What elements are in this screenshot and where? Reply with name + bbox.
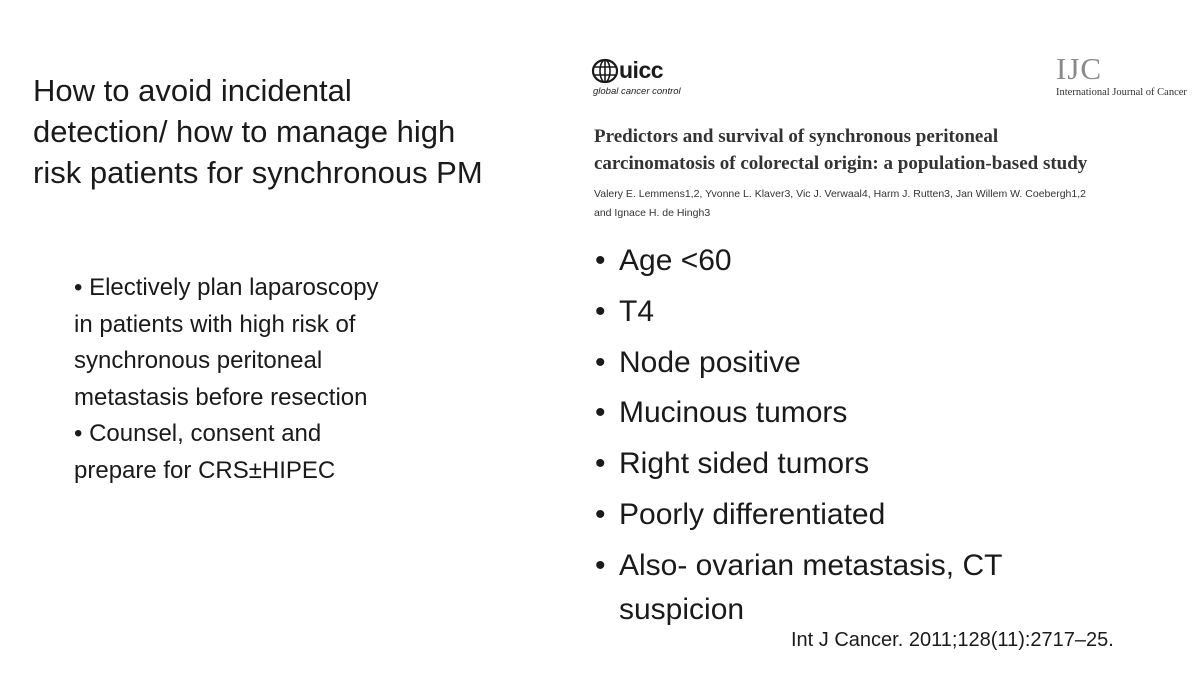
list-item [595, 490, 1155, 541]
list-item-text: Poorly differentiated [619, 497, 886, 531]
uicc-logo [591, 56, 711, 102]
title-line: risk patients for synchronous PM [33, 155, 483, 190]
list-item [595, 388, 1155, 439]
title-line: detection/ how to manage high [33, 114, 456, 149]
list-item [595, 236, 1155, 287]
title-line: How to avoid incidental [33, 73, 352, 108]
paper-title [594, 123, 1194, 177]
journal-name: International Journal of Cancer [1056, 87, 1187, 98]
list-item [595, 541, 1155, 628]
list-item-text: Right sided tumors [619, 447, 870, 481]
paper-authors [594, 185, 1114, 223]
paper-title-line: Predictors and survival of synchronous peritoneal [594, 126, 999, 147]
bullet-line: synchronous peritoneal [74, 347, 323, 374]
authors-line: Valery E. Lemmens1,2, Yvonne L. Klaver3, Vic J. Verwaal4, Harm J. Rutten3, Jan Willem W. Coebergh1,2 [594, 188, 1086, 200]
list-item-text-continued: suspicion [619, 592, 745, 626]
bullet-line: • Electively plan laparoscopy [74, 274, 379, 301]
management-bullets [74, 270, 474, 489]
bullet-dot: • [595, 396, 606, 430]
bullet-dot: • [595, 497, 606, 531]
logo-subtitle: global cancer control [593, 86, 681, 97]
bullet-line: in patients with high risk of [74, 310, 356, 338]
slide-title [33, 70, 533, 193]
list-item [595, 338, 1155, 389]
logo-wordmark: uicc [619, 57, 664, 83]
list-item-text: T4 [619, 294, 655, 328]
list-item [595, 439, 1155, 490]
bullet-dot: • [595, 345, 606, 379]
bullet-dot: • [595, 294, 606, 328]
list-item [595, 287, 1155, 338]
bullet-line: prepare for CRS±HIPEC [74, 456, 336, 484]
list-item-text: Also- ovarian metastasis, CT [619, 548, 1003, 582]
citation: Int J Cancer. 2011;128(11):2717–25. [791, 629, 1114, 651]
list-item-text: Node positive [619, 345, 801, 379]
journal-logo [1056, 52, 1186, 99]
list-item-text: Mucinous tumors [619, 396, 848, 430]
bullet-line: • Counsel, consent and [74, 420, 322, 447]
authors-line: and Ignace H. de Hingh3 [594, 207, 711, 219]
bullet-dot: • [595, 548, 606, 582]
bullet-dot: • [595, 447, 606, 481]
paper-title-line: carcinomatosis of colorectal origin: a population-based study [594, 153, 1088, 174]
journal-abbrev: IJC [1056, 51, 1103, 86]
bullet-dot: • [595, 244, 606, 277]
bullet-line: metastasis before resection [74, 383, 368, 411]
predictor-bullets [595, 236, 1155, 628]
globe-icon [591, 58, 619, 84]
list-item-text: Age <60 [619, 244, 732, 277]
